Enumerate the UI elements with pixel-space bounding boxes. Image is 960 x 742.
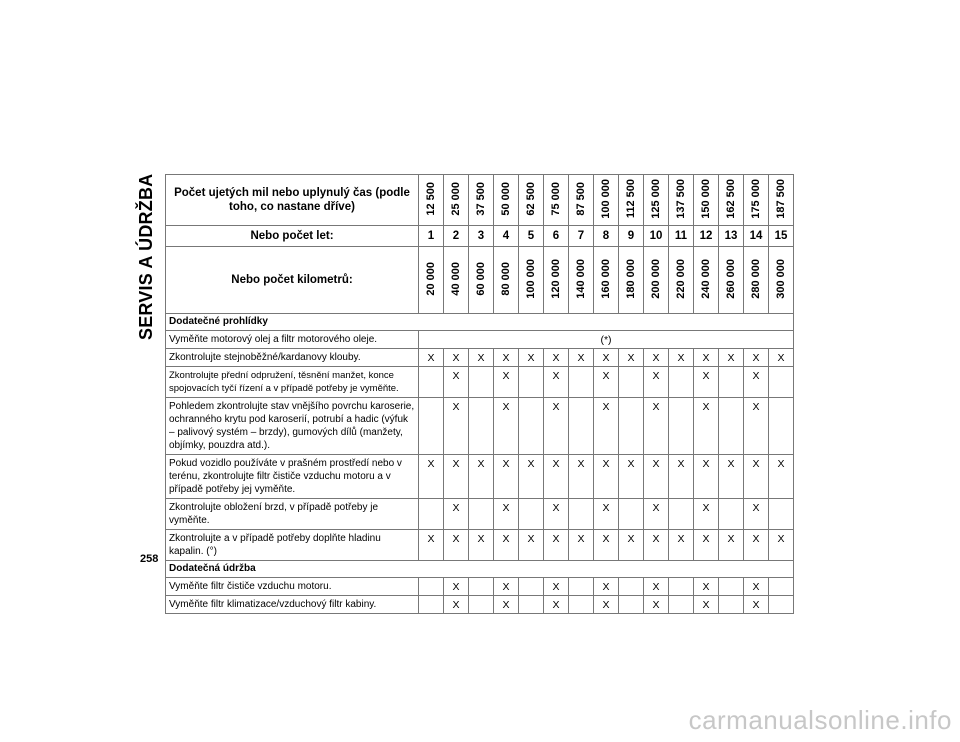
mark-cell: X	[694, 455, 719, 499]
table-row	[166, 455, 794, 499]
mark-cell: X	[519, 455, 544, 499]
mark-cell	[619, 578, 644, 596]
mark-cell: X	[569, 455, 594, 499]
mark-cell: X	[644, 349, 669, 367]
mark-cell	[669, 367, 694, 398]
mark-cell: X	[644, 455, 669, 499]
row-label: Zkontrolujte obložení brzd, v případě potřeby je vyměňte.	[166, 499, 419, 530]
mark-cell	[519, 499, 544, 530]
mark-cell: X	[544, 578, 569, 596]
mark-cell: X	[444, 530, 469, 561]
mark-cell: X	[694, 349, 719, 367]
table-row	[166, 530, 794, 561]
miles-value: 62 500	[525, 181, 537, 216]
miles-value: 112 500	[625, 178, 637, 219]
mark-cell: X	[669, 530, 694, 561]
miles-value: 37 500	[475, 181, 487, 216]
mark-cell: X	[594, 596, 619, 614]
mark-cell	[719, 367, 744, 398]
mark-cell: X	[444, 455, 469, 499]
year-value: 5	[519, 226, 544, 247]
km-row	[166, 247, 794, 314]
mark-cell: X	[444, 367, 469, 398]
mark-cell	[669, 578, 694, 596]
mark-cell: X	[594, 530, 619, 561]
mark-cell	[769, 578, 794, 596]
km-cell	[569, 247, 594, 314]
row-label: Vyměňte filtr klimatizace/vzduchový filtr kabiny.	[166, 596, 419, 614]
km-value: 120 000	[550, 258, 562, 299]
km-value: 240 000	[700, 258, 712, 299]
table-row	[166, 596, 794, 614]
row-label: Zkontrolujte přední odpružení, těsnění manžet, konce spojovacích tyčí řízení a v případě potřeby je vyměňte.	[166, 367, 419, 398]
miles-value: 175 000	[750, 178, 762, 219]
mark-cell: X	[594, 578, 619, 596]
mark-cell: X	[494, 530, 519, 561]
mark-cell: X	[444, 349, 469, 367]
mark-cell	[669, 398, 694, 455]
mark-cell: X	[694, 367, 719, 398]
mark-cell	[619, 367, 644, 398]
mark-cell: X	[544, 596, 569, 614]
km-cell	[619, 247, 644, 314]
table-row	[166, 398, 794, 455]
mark-cell	[419, 578, 444, 596]
year-value: 8	[594, 226, 619, 247]
km-cell	[694, 247, 719, 314]
miles-cell	[669, 175, 694, 226]
miles-value: 100 000	[600, 178, 612, 219]
mark-cell: X	[544, 398, 569, 455]
mark-cell	[769, 499, 794, 530]
mark-cell: X	[744, 455, 769, 499]
row-label: Zkontrolujte stejnoběžné/kardanovy klouby.	[166, 349, 419, 367]
mark-cell: X	[544, 455, 569, 499]
mark-cell: X	[544, 349, 569, 367]
km-cell	[744, 247, 769, 314]
mark-cell: X	[544, 499, 569, 530]
mark-cell: X	[644, 596, 669, 614]
mark-cell: X	[544, 367, 569, 398]
km-value: 160 000	[600, 258, 612, 299]
year-value: 11	[669, 226, 694, 247]
mark-cell	[719, 398, 744, 455]
year-value: 3	[469, 226, 494, 247]
mark-cell	[719, 499, 744, 530]
miles-cell	[769, 175, 794, 226]
row-label: Pokud vozidlo používáte v prašném prostředí nebo v terénu, zkontrolujte filtr čističe vzduchu motoru a v případě potřeby jej vyměňte.	[166, 455, 419, 499]
km-cell	[594, 247, 619, 314]
mark-cell: X	[644, 530, 669, 561]
section-title: SERVIS A ÚDRŽBA	[136, 173, 156, 340]
section-row	[166, 561, 794, 578]
mark-cell: X	[694, 499, 719, 530]
mark-cell: X	[644, 578, 669, 596]
km-cell	[494, 247, 519, 314]
km-cell	[469, 247, 494, 314]
miles-cell	[694, 175, 719, 226]
km-value: 280 000	[750, 258, 762, 299]
row-label: Vyměňte motorový olej a filtr motorového oleje.	[166, 331, 419, 349]
km-cell	[519, 247, 544, 314]
miles-cell	[444, 175, 469, 226]
km-value: 100 000	[525, 258, 537, 299]
mark-cell: X	[494, 367, 519, 398]
mark-cell	[469, 596, 494, 614]
table-row	[166, 367, 794, 398]
mark-cell	[419, 367, 444, 398]
row-label: Zkontrolujte a v případě potřeby doplňte hladinu kapalin. (°)	[166, 530, 419, 561]
miles-value: 125 000	[650, 178, 662, 219]
mark-cell: X	[744, 349, 769, 367]
mark-cell	[769, 596, 794, 614]
mark-cell	[469, 367, 494, 398]
km-value: 40 000	[450, 261, 462, 296]
km-cell	[644, 247, 669, 314]
year-value: 2	[444, 226, 469, 247]
miles-cell	[644, 175, 669, 226]
miles-cell	[544, 175, 569, 226]
year-value: 1	[419, 226, 444, 247]
mark-cell: X	[444, 596, 469, 614]
year-value: 9	[619, 226, 644, 247]
miles-value: 162 500	[725, 178, 737, 219]
mark-cell	[769, 398, 794, 455]
miles-cell	[594, 175, 619, 226]
table-row	[166, 331, 794, 349]
mark-cell: X	[744, 499, 769, 530]
mark-cell: X	[619, 530, 644, 561]
mark-cell: X	[544, 530, 569, 561]
mark-cell: X	[519, 530, 544, 561]
mark-cell: X	[744, 530, 769, 561]
year-value: 12	[694, 226, 719, 247]
mark-cell: X	[494, 455, 519, 499]
mark-cell: X	[719, 455, 744, 499]
mark-cell: X	[494, 398, 519, 455]
mark-cell	[619, 398, 644, 455]
mark-cell: X	[469, 455, 494, 499]
mark-cell	[519, 398, 544, 455]
mark-cell: X	[669, 349, 694, 367]
year-value: 13	[719, 226, 744, 247]
mark-cell: X	[769, 530, 794, 561]
miles-value: 187 500	[775, 178, 787, 219]
miles-cell	[469, 175, 494, 226]
year-value: 7	[569, 226, 594, 247]
section-heading: Dodatečná údržba	[166, 561, 794, 578]
mark-cell	[569, 367, 594, 398]
km-cell	[419, 247, 444, 314]
km-value: 180 000	[625, 258, 637, 299]
table-row	[166, 349, 794, 367]
miles-value: 25 000	[450, 181, 462, 216]
mark-cell: X	[444, 499, 469, 530]
row-label: Pohledem zkontrolujte stav vnějšího povrchu karoserie, ochranného krytu pod karoserií, potrubí a hadic (výfuk – palivový systém – brzdy), gumových dílů (manžety, objímky, pouzdra atd.).	[166, 398, 419, 455]
mark-cell: X	[744, 367, 769, 398]
year-value: 6	[544, 226, 569, 247]
mark-cell: X	[694, 530, 719, 561]
miles-value: 150 000	[700, 178, 712, 219]
km-value: 200 000	[650, 258, 662, 299]
year-value: 4	[494, 226, 519, 247]
maintenance-schedule-table	[165, 174, 794, 614]
miles-cell	[419, 175, 444, 226]
km-value: 20 000	[425, 261, 437, 296]
miles-value: 50 000	[500, 181, 512, 216]
mark-cell	[569, 398, 594, 455]
mark-cell: X	[619, 455, 644, 499]
miles-value: 12 500	[425, 181, 437, 216]
mark-cell: X	[419, 530, 444, 561]
miles-header: Počet ujetých mil nebo uplynulý čas (podle toho, co nastane dříve)	[166, 175, 419, 226]
mark-cell: X	[569, 530, 594, 561]
km-cell	[669, 247, 694, 314]
mark-cell: X	[419, 455, 444, 499]
mark-cell	[669, 596, 694, 614]
mark-cell: X	[769, 349, 794, 367]
year-value: 14	[744, 226, 769, 247]
page-number: 258	[140, 553, 159, 565]
km-value: 80 000	[500, 261, 512, 296]
mark-cell	[619, 596, 644, 614]
km-value: 60 000	[475, 261, 487, 296]
years-row	[166, 226, 794, 247]
mark-cell	[569, 499, 594, 530]
km-value: 260 000	[725, 258, 737, 299]
mark-cell	[619, 499, 644, 530]
mark-cell	[469, 578, 494, 596]
mark-cell: X	[644, 367, 669, 398]
mark-cell	[469, 398, 494, 455]
mark-cell: X	[744, 578, 769, 596]
mark-cell	[519, 367, 544, 398]
year-value: 10	[644, 226, 669, 247]
miles-cell	[619, 175, 644, 226]
mark-cell	[719, 596, 744, 614]
mark-cell	[519, 596, 544, 614]
mark-cell	[419, 398, 444, 455]
mark-cell	[419, 499, 444, 530]
km-header: Nebo počet kilometrů:	[166, 247, 419, 314]
table-row	[166, 499, 794, 530]
km-value: 140 000	[575, 258, 587, 299]
mark-cell: X	[469, 530, 494, 561]
mark-cell: X	[744, 596, 769, 614]
mark-cell: X	[694, 398, 719, 455]
mark-cell	[769, 367, 794, 398]
mark-cell: X	[469, 349, 494, 367]
mark-cell: X	[419, 349, 444, 367]
mark-cell: X	[494, 349, 519, 367]
km-value: 220 000	[675, 258, 687, 299]
miles-value: 87 500	[575, 181, 587, 216]
mark-cell: X	[494, 596, 519, 614]
mark-cell: X	[444, 578, 469, 596]
km-cell	[444, 247, 469, 314]
km-cell	[544, 247, 569, 314]
mark-cell	[569, 578, 594, 596]
mark-cell: X	[644, 398, 669, 455]
mark-cell: X	[594, 499, 619, 530]
mark-cell: X	[594, 367, 619, 398]
mark-cell: X	[594, 349, 619, 367]
mark-cell	[569, 596, 594, 614]
mark-cell	[469, 499, 494, 530]
mark-cell: X	[519, 349, 544, 367]
mark-cell: X	[644, 499, 669, 530]
mark-cell: X	[694, 596, 719, 614]
row-note: (*)	[419, 331, 794, 349]
miles-row	[166, 175, 794, 226]
miles-cell	[569, 175, 594, 226]
mark-cell: X	[494, 499, 519, 530]
year-value: 15	[769, 226, 794, 247]
mark-cell: X	[719, 349, 744, 367]
mark-cell: X	[719, 530, 744, 561]
mark-cell	[719, 578, 744, 596]
miles-value: 137 500	[675, 178, 687, 219]
km-value: 300 000	[775, 258, 787, 299]
mark-cell: X	[669, 455, 694, 499]
mark-cell	[519, 578, 544, 596]
mark-cell: X	[769, 455, 794, 499]
mark-cell: X	[494, 578, 519, 596]
miles-value: 75 000	[550, 181, 562, 216]
mark-cell: X	[594, 398, 619, 455]
mark-cell: X	[444, 398, 469, 455]
mark-cell: X	[569, 349, 594, 367]
km-cell	[769, 247, 794, 314]
section-heading: Dodatečné prohlídky	[166, 314, 794, 331]
miles-cell	[494, 175, 519, 226]
mark-cell: X	[694, 578, 719, 596]
km-cell	[719, 247, 744, 314]
mark-cell: X	[594, 455, 619, 499]
mark-cell	[669, 499, 694, 530]
mark-cell	[419, 596, 444, 614]
mark-cell: X	[744, 398, 769, 455]
miles-cell	[744, 175, 769, 226]
watermark: carmanualsonline.info	[688, 705, 952, 735]
mark-cell: X	[619, 349, 644, 367]
table-row	[166, 578, 794, 596]
years-header: Nebo počet let:	[166, 226, 419, 247]
row-label: Vyměňte filtr čističe vzduchu motoru.	[166, 578, 419, 596]
miles-cell	[519, 175, 544, 226]
section-row	[166, 314, 794, 331]
miles-cell	[719, 175, 744, 226]
